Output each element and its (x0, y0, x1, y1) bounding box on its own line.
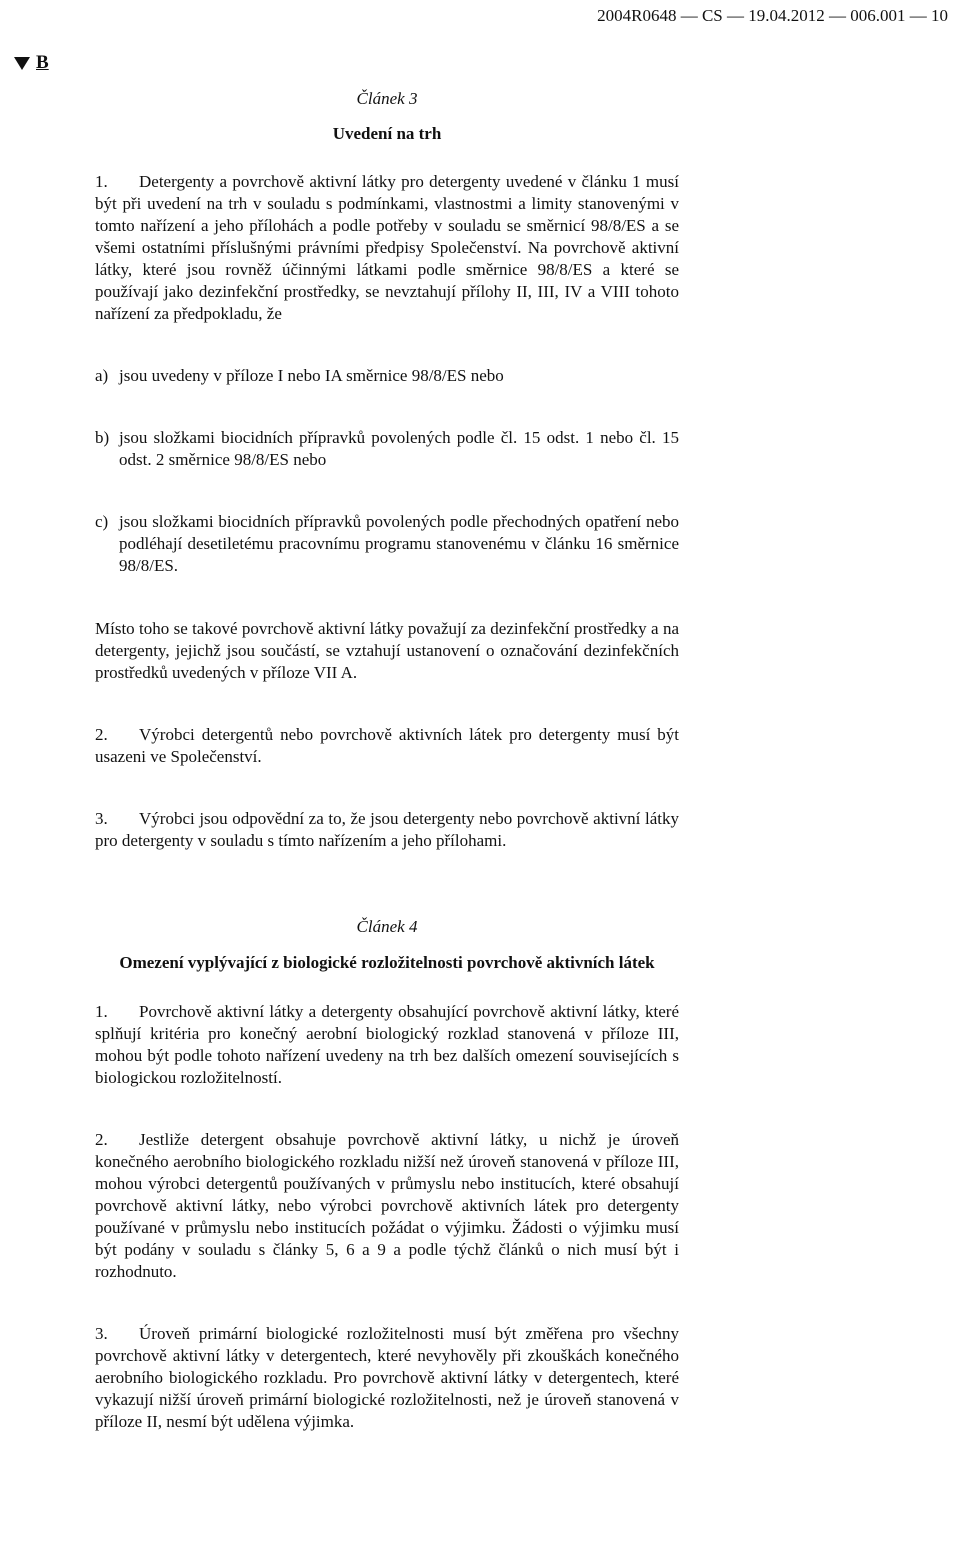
article-4-paragraph-3 (95, 1323, 679, 1433)
paragraph-text: Detergenty a povrchově aktivní látky pro detergenty uvedené v článku 1 musí být při uvedení na trh v souladu s podmínkami, vlastnostmi a limity stanovenými v tomto nařízení a jeho přílohách a podle potřeby v souladu se směrnicí 98/8/ES a se všemi ostatními příslušnými právními předpisy Společenství. Na povrchově aktivní látky, které jsou rovněž účinnými látkami podle směrnice 98/8/ES a které se používají jako dezinfekční prostředky, se nevztahují přílohy II, III, IV a VIII tohoto nařízení za předpokladu, že (95, 172, 679, 323)
paragraph-number: 2. (95, 725, 108, 744)
paragraph-number: 1. (95, 172, 108, 191)
list-label: a) (95, 366, 109, 385)
paragraph-text: Výrobci detergentů nebo povrchově aktivních látek pro detergenty musí být usazeni ve Společenství. (95, 725, 679, 766)
list-text: jsou složkami biocidních přípravků povolených podle přechodných opatření nebo podléhají desetiletému pracovnímu programu stanovenému v článku 16 směrnice 98/8/ES. (119, 512, 679, 575)
paragraph-number: 2. (95, 1130, 108, 1149)
article-3-paragraph-1-continuation: Místo toho se takové povrchově aktivní látky považují za dezinfekční prostředky a na detergenty, jejichž jsou součástí, se vztahují ustanovení o označování dezinfekčních prostředků uvedených v příloze VII A. (95, 619, 679, 682)
amendment-marker (14, 52, 49, 74)
article-4-number: Článek 4 (356, 917, 418, 936)
list-text: jsou uvedeny v příloze I nebo IA směrnice 98/8/ES nebo (119, 366, 504, 385)
paragraph-text: Jestliže detergent obsahuje povrchově aktivní látky, u nichž je úroveň konečného aerobního biologického rozkladu nižší než úroveň stanovená v příloze III, mohou výrobci detergentů používaných v průmyslu nebo institucích, které obsahují povrchově aktivní látky, nebo výrobci povrchově aktivních látek pro detergenty používané v průmyslu nebo institucích požádat o výjimku. Žádosti o výjimku musí být podány v souladu s články 5, 6 a 9 a podle týchž článků o nich musí být i rozhodnuto. (95, 1130, 679, 1281)
paragraph-text: Povrchově aktivní látky a detergenty obsahující povrchově aktivní látky, které splňují kritéria pro konečný aerobní biologický rozklad stanovená v příloze III, mohou být podle tohoto nařízení uvedeny na trh bez dalších omezení souvisejících s biologickou rozložitelností. (95, 1002, 679, 1087)
article-3-paragraph-3 (95, 808, 679, 852)
article-3-paragraph-2 (95, 724, 679, 768)
list-label: b) (95, 428, 110, 447)
list-item-a (95, 365, 679, 387)
article-4-title: Omezení vyplývající z biologické rozložitelnosti povrchově aktivních látek (119, 953, 655, 972)
article-3-title: Uvedení na trh (332, 124, 442, 143)
list-item-c (95, 511, 679, 577)
marker-label: B (36, 52, 49, 73)
document-body (95, 88, 679, 1433)
list-text: jsou složkami biocidních přípravků povolených podle čl. 15 odst. 1 nebo čl. 15 odst. 2 směrnice 98/8/ES nebo (119, 428, 679, 469)
paragraph-number: 1. (95, 1002, 108, 1021)
article-4-paragraph-2 (95, 1129, 679, 1283)
page-header: 2004R0648 — CS — 19.04.2012 — 006.001 — 10 (597, 6, 948, 25)
triangle-down-icon (14, 57, 30, 70)
paragraph-number: 3. (95, 1324, 108, 1343)
list-item-b (95, 427, 679, 471)
list-label: c) (95, 512, 109, 531)
article-4-paragraph-1 (95, 1001, 679, 1089)
paragraph-text: Výrobci jsou odpovědní za to, že jsou detergenty nebo povrchově aktivní látky pro detergenty v souladu s tímto nařízením a jeho přílohami. (95, 809, 679, 850)
paragraph-number: 3. (95, 809, 108, 828)
article-3-number: Článek 3 (356, 89, 418, 108)
paragraph-text: Úroveň primární biologické rozložitelnosti musí být změřena pro všechny povrchově aktivní látky v detergentech, které nevyhověly při zkouškách konečného aerobního biologického rozkladu. Pro povrchově aktivní látky v detergentech, které vykazují nižší úroveň primární biologické rozložitelnosti, než je úroveň stanovená v příloze II, nesmí být udělena výjimka. (95, 1324, 679, 1431)
article-3-paragraph-1 (95, 171, 679, 325)
